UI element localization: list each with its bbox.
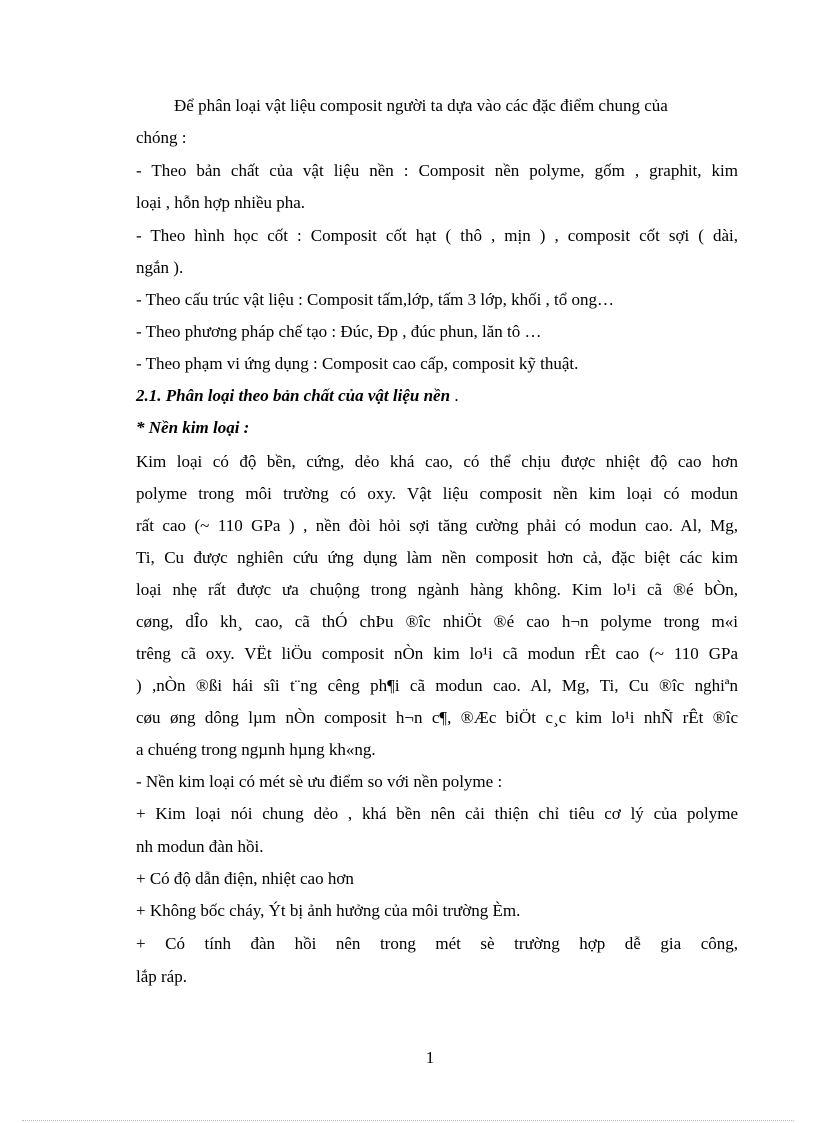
advantage-item-cont: lắp ráp. <box>136 967 187 986</box>
body-line: Kim loại có độ bền, cứng, dẻo khá cao, có thể chịu được nhiệt độ cao hơn <box>136 452 738 471</box>
body-line: Ti, Cu được nghiên cứu ứng dụng làm nền composit hơn cả, đặc biệt các kim <box>136 548 738 567</box>
advantage-item: + Có tính đàn hồi nên trong mét sè trường hợp dễ gia công, <box>136 934 738 953</box>
body-line: a chuéng trong ngµnh hµng kh«ng. <box>136 740 376 759</box>
section-heading-text: 2.1. Phân loại theo bản chất của vật liệu nền <box>136 386 451 405</box>
list-item-base-material-cont: loại , hỗn hợp nhiều pha. <box>136 193 306 212</box>
body-line: polyme trong môi trường có oxy. Vật liệu composit nền kim loại có modun <box>136 484 738 503</box>
advantage-item: + Không bốc cháy, Ýt bị ảnh hưởng của môi trường Èm. <box>136 901 521 920</box>
subsection-heading: * Nền kim loại : <box>136 418 250 437</box>
list-item-structure: - Theo cấu trúc vật liệu : Composit tấm,lớp, tấm 3 lớp, khối , tổ ong… <box>136 290 615 309</box>
body-line: cøng, dÎo kh¸ cao, cã thÓ chÞu ®îc nhiÖt ®é cao h¬n polyme trong m«i <box>136 612 738 631</box>
list-item-geometry-cont: ngắn ). <box>136 258 184 277</box>
body-line: rất cao (~ 110 GPa ) , nền đòi hỏi sợi tăng cường phải có modun cao. Al, Mg, <box>136 516 738 535</box>
advantages-intro: - Nền kim loại có mét sè ưu điểm so với nền polyme : <box>136 772 503 791</box>
body-line: loại nhẹ rất được ưa chuộng trong ngành hàng không. Kim lo¹i cã ®é bÒn, <box>136 580 738 599</box>
paragraph-intro-line: Để phân loại vật liệu composit người ta dựa vào các đặc điểm chung của <box>174 96 668 115</box>
page-number: 1 <box>425 1048 435 1067</box>
advantage-item-cont: nh modun đàn hồi. <box>136 837 264 856</box>
list-item-method: - Theo phương pháp chế tạo : Đúc, Đp , đúc phun, lăn tô … <box>136 322 542 341</box>
section-heading-period: . <box>450 386 459 405</box>
paragraph-intro-line: chóng : <box>136 128 187 147</box>
body-line: cøu øng dông lµm nÒn composit h¬n c¶, ®Æc biÖt c¸c kim lo¹i nhÑ rÊt ®îc <box>136 708 738 727</box>
body-line: trêng cã oxy. VËt liÖu composit nÒn kim lo¹i cã modun rÊt cao (~ 110 GPa <box>136 644 738 663</box>
advantage-item: + Có độ dẫn điện, nhiệt cao hơn <box>136 869 354 888</box>
list-item-geometry: - Theo hình học cốt : Composit cốt hạt ( thô , mịn ) , composit cốt sợi ( dài, <box>136 226 738 245</box>
list-item-base-material: - Theo bản chất của vật liệu nền : Composit nền polyme, gốm , graphit, kim <box>136 161 738 180</box>
advantage-item: + Kim loại nói chung dẻo , khá bền nên cải thiện chỉ tiêu cơ lý của polyme <box>136 804 738 823</box>
body-line: ) ,nÒn ®ßi hái sîi t¨ng cêng ph¶i cã modun cao. Al, Mg, Ti, Cu ®îc nghiªn <box>136 676 738 695</box>
list-item-application: - Theo phạm vi ứng dụng : Composit cao cấp, composit kỹ thuật. <box>136 354 579 373</box>
page-bottom-border <box>22 1120 794 1121</box>
section-heading <box>136 385 738 407</box>
